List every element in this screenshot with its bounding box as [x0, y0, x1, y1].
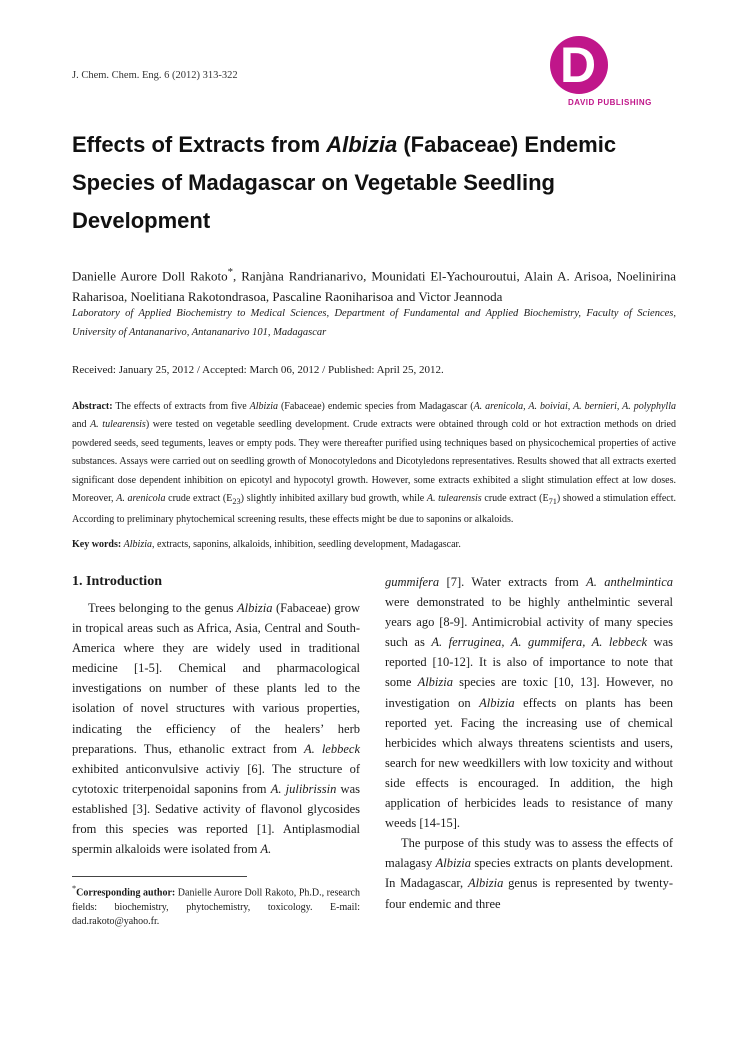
abstract-label: Abstract:	[72, 401, 113, 412]
logo-text: DAVID PUBLISHING	[568, 98, 652, 107]
keywords-label: Key words:	[72, 539, 122, 550]
intro-paragraph-2: gummifera [7]. Water extracts from A. anthelmintica were demonstrated to be highly anthelmintic several years ago [8-9]. Antimicrobial activity of many species such as A. ferruginea, A. gummifera, A. lebbeck was reported [10-12]. It is also of importance to note that some Albizia species are toxic [10, 13]. However, no investigation on Albizia effects on plants has been reported yet. Facing the increasing use of chemical herbicides which always threatens scientists and users, search for new weedkillers with low toxicity and without side effects is encouraged. In addition, the high application of herbicides leads to resistance of many weeds [14-15].	[385, 575, 674, 831]
journal-citation: J. Chem. Chem. Eng. 6 (2012) 313-322	[72, 70, 238, 81]
title-part-2: (Fabaceae) Endemic Species of Madagascar on Vegetable Seedling Development	[72, 132, 617, 233]
intro-paragraph-1: Trees belonging to the genus Albizia (Fabaceae) grow in tropical areas such as Africa, Asia, Central and South-America where they are widely used in traditional medicine [1-5]. Chemical and pharmacological investigations on number of these plants led to the isolation of novel structures with various properties, indicating the efficiency of the healers’ herb preparations. Thus, ethanolic extract from A. lebbeck exhibited anticonvulsive activiy [6]. The structure of cytotoxic triterpenoidal saponins from A. julibrissin was established [3]. Sedative activity of flavonol glycosides from this species was reported [1]. Antiplasmodial spermin alkaloids were isolated from A.	[72, 601, 360, 857]
logo-letter: D	[560, 37, 597, 93]
publisher-logo	[540, 36, 690, 116]
intro-paragraph-3: The purpose of this study was to assess the effects of malagasy Albizia species extracts on plants development. In Madagascar, Albizia genus is represented by twenty-four endemic and three	[385, 836, 673, 911]
author-first: Danielle Aurore Doll Rakoto	[72, 268, 228, 284]
title-genus: Albizia	[326, 132, 398, 157]
left-column	[72, 574, 360, 859]
abstract: Abstract: The effects of extracts from five Albizia (Fabaceae) endemic species from Madagascar (A. arenicola, A. boiviai, A. bernieri, A. polyphylla and A. tulearensis) were tested on vegetable seedling development. Crude extracts were obtained through cold or hot extraction methods on dried powdered seeds, seed teguments, leaves or empty pods. They were thereafter purified using techniques based on physicochemical properties of active substances. Assays were carried out on seedling growth of Monocotyledons and Dicotyledons representatives. Results showed that all extracts exerted significant dose dependent inhibition on epicotyl and hypocotyl growth. However, some extracts exhibited a slight stimulation effect at low doses. Moreover, A. arenicola crude extract $(E_{23})$ slightly inhibited axillary bud growth, while A. tulearensis crude extract $(E_{71})$ showed a stimulation effect. According to preliminary phytochemical screening results, these effects might be due to saponins or alkaloids.	[72, 401, 677, 526]
author-list	[72, 262, 676, 307]
author-rest: , Ranjàna Randrianarivo, Mounidati El-Yachouroutui, Alain A. Arisoa, Noelinirina Raharisoa, Noelitiana Rakotondrasoa, Pascaline Raoniharisoa and Victor Jeannoda	[72, 268, 676, 305]
keywords: Key words: Albizia, extracts, saponins, alkaloids, inhibition, seedling development, Madagascar.	[72, 539, 461, 550]
publication-dates: Received: January 25, 2012 / Accepted: March 06, 2012 / Published: April 25, 2012.	[72, 364, 444, 376]
title-part-1: Effects of Extracts from	[72, 132, 327, 157]
affiliation: Laboratory of Applied Biochemistry to Medical Sciences, Department of Fundamental and Applied Biochemistry, Faculty of Sciences, University of Antananarivo, Antananarivo 101, Madagascar	[72, 308, 676, 338]
footnote-label: Corresponding author:	[76, 887, 176, 899]
author-mark: *	[227, 266, 234, 278]
right-column	[385, 572, 673, 914]
section-heading: 1. Introduction	[72, 574, 162, 589]
footnote-divider	[72, 876, 247, 877]
paper-title	[72, 126, 672, 240]
corresponding-author-footnote: *Corresponding author: Danielle Aurore Doll Rakoto, Ph.D., research fields: biochemistry, phytochemistry, toxicology. E-mail: dad.rakoto@yahoo.fr.	[72, 884, 360, 928]
